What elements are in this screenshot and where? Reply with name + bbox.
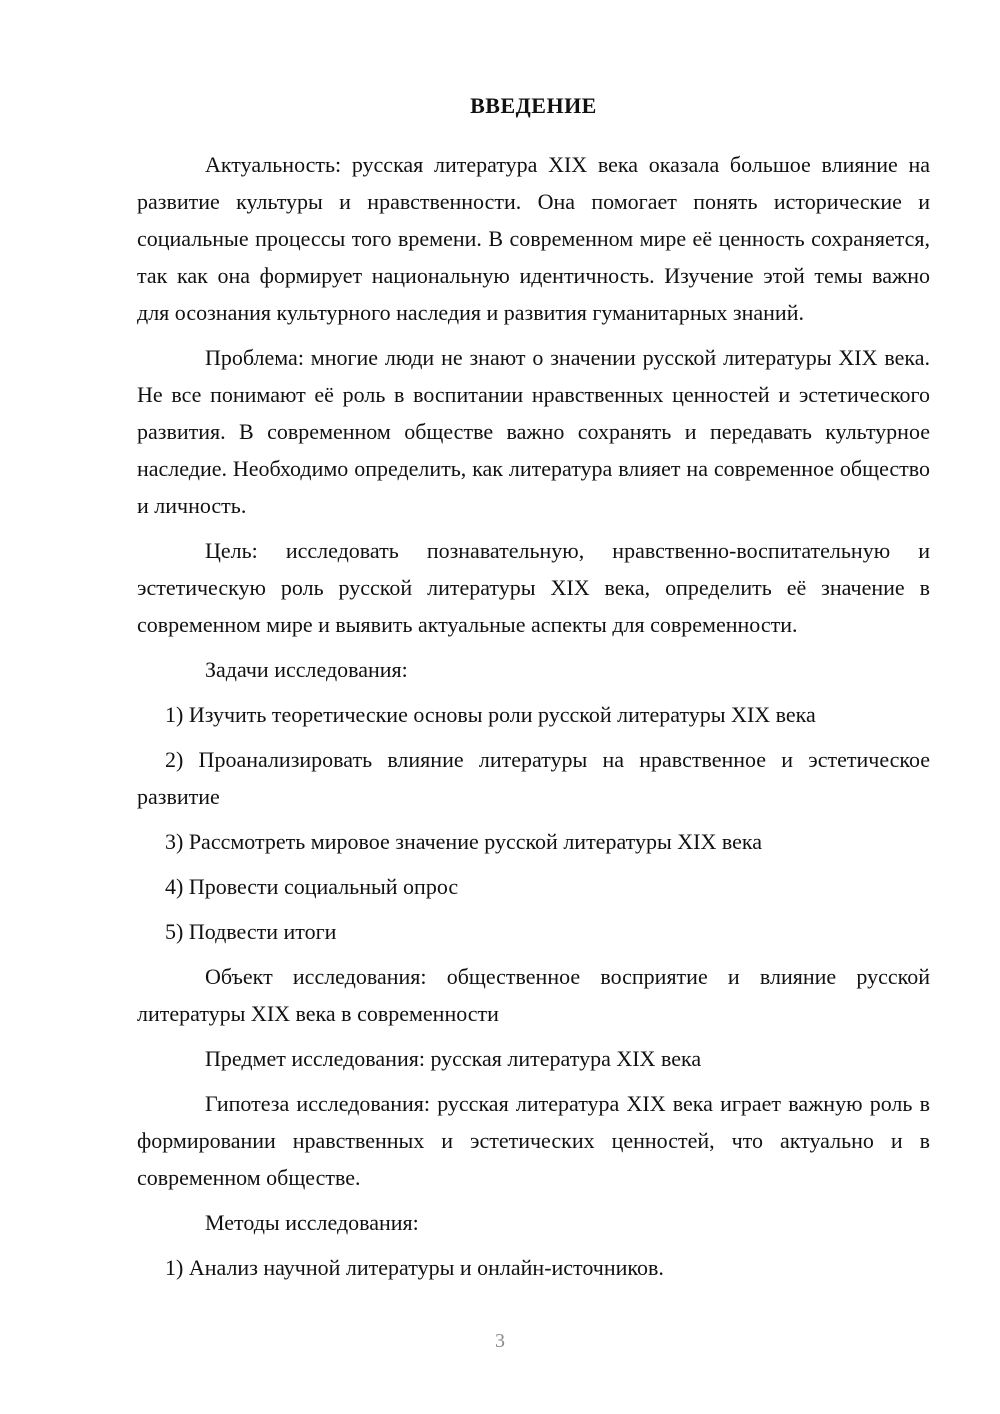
paragraph-relevance: Актуальность: русская литература XIX века оказала большое влияние на развитие культуры и нравственности. Она помогает понять исторические и социальные процессы того времени. В современном мире её ценность сохраняется, так как она формирует национальную идентичность. Изучение этой темы важно для осознания культурного наследия и развития гуманитарных знаний. xyxy=(137,151,930,325)
page-number: 3 xyxy=(495,1330,505,1352)
methods-label: Методы исследования: xyxy=(205,1209,419,1235)
paragraph-subject: Предмет исследования: русская литература XIX века xyxy=(205,1045,702,1071)
paragraph-hypothesis: Гипотеза исследования: русская литература XIX века играет важную роль в формировании нравственных и эстетических ценностей, что актуально и в современном обществе. xyxy=(137,1090,930,1190)
list-item: 1) Изучить теоретические основы роли русской литературы XIX века xyxy=(165,701,816,727)
list-item: 3) Рассмотреть мировое значение русской литературы XIX века xyxy=(165,828,762,854)
paragraph-problem: Проблема: многие люди не знают о значении русской литературы XIX века. Не все понимают её роль в воспитании нравственных ценностей и эстетического развития. В современном обществе важно сохранять и передавать культурное наследие. Необходимо определить, как литература влияет на современное общество и личность. xyxy=(137,344,930,518)
list-item: 1) Анализ научной литературы и онлайн-источников. xyxy=(165,1254,664,1280)
list-item: 5) Подвести итоги xyxy=(165,918,337,944)
document-body xyxy=(137,92,930,1294)
paragraph-goal: Цель: исследовать познавательную, нравственно-воспитательную и эстетическую роль русской литературы XIX века, определить её значение в современном мире и выявить актуальные аспекты для современности. xyxy=(137,537,930,637)
tasks-label: Задачи исследования: xyxy=(205,656,408,682)
list-item: 2) Проанализировать влияние литературы на нравственное и эстетическое развитие xyxy=(137,746,930,809)
list-item: 4) Провести социальный опрос xyxy=(165,873,459,899)
paragraph-object: Объект исследования: общественное восприятие и влияние русской литературы XIX века в современности xyxy=(137,963,930,1026)
page-title: ВВЕДЕНИЕ xyxy=(470,93,597,118)
